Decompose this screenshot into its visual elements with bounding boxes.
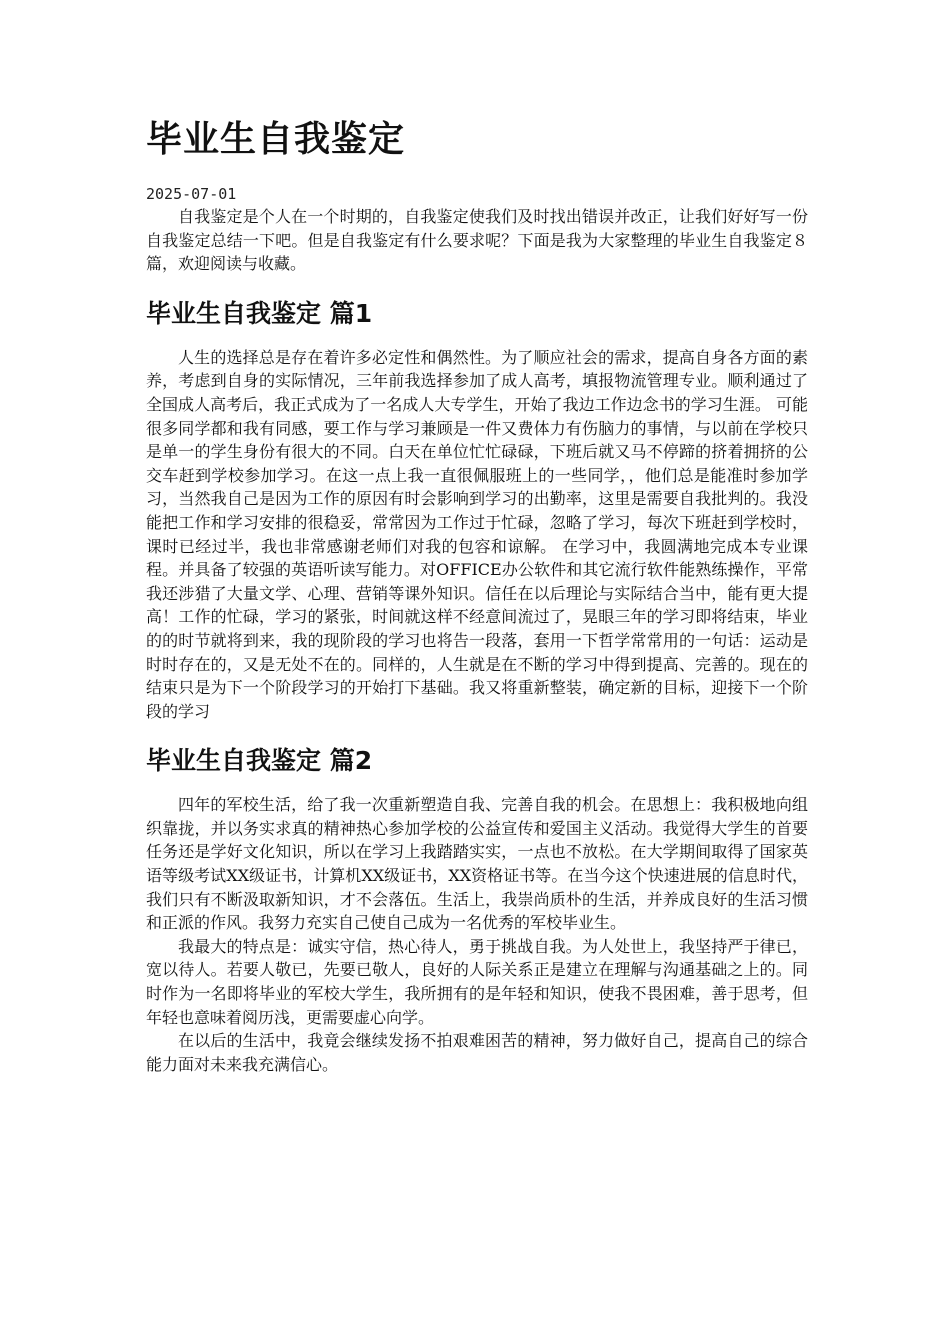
document-page (146, 112, 808, 1076)
section-paragraph: 我最大的特点是：诚实守信，热心待人，勇于挑战自我。为人处世上，我坚持严于律已，宽以待人。若要人敬已，先要已敬人，良好的人际关系正是建立在理解与沟通基础之上的。同时作为一名即将毕业的军校大学生，我所拥有的是年轻和知识，使我不畏困难，善于思考，但年轻也意味着阅历浅，更需要虚心向学。 (146, 936, 808, 1027)
section-heading: 毕业生自我鉴定 篇2 (146, 746, 373, 776)
intro-paragraph: 自我鉴定是个人在一个时期的，自我鉴定使我们及时找出错误并改正，让我们好好写一份自我鉴定总结一下吧。但是自我鉴定有什么要求呢？下面是我为大家整理的毕业生自我鉴定８篇，欢迎阅读与收藏。 (146, 207, 808, 274)
section-2 (146, 743, 808, 1076)
section-paragraph: 四年的军校生活，给了我一次重新塑造自我、完善自我的机会。在思想上：我积极地向组织靠拢，并以务实求真的精神热心参加学校的公益宣传和爱国主义活动。我觉得大学生的首要任务还是学好文化知识，所以在学习上我踏踏实实，一点也不放松。在大学期间取得了国家英语等级考试XX级证书，计算机XX级证书，XX资格证书等。在当今这个快速进展的信息时代，我们只有不断汲取新知识，才不会落伍。生活上，我崇尚质朴的生活，并养成良好的生活习惯和正派的作风。我努力充实自己使自己成为一名优秀的军校毕业生。 (146, 795, 808, 933)
document-title: 毕业生自我鉴定 (146, 119, 406, 160)
section-1 (146, 296, 808, 724)
section-heading: 毕业生自我鉴定 篇1 (146, 298, 373, 328)
document-date: 2025-07-01 (146, 185, 237, 203)
section-paragraph: 在以后的生活中，我竟会继续发扬不拍艰难困苦的精神，努力做好自己，提高自己的综合能力面对未来我充满信心。 (146, 1031, 808, 1074)
section-paragraph: 人生的选择总是存在着许多必定性和偶然性。为了顺应社会的需求，提高自身各方面的素养，考虑到自身的实际情况，三年前我选择参加了成人高考，填报物流管理专业。顺利通过了全国成人高考后，我正式成为了一名成人大专学生，开始了我边工作边念书的学习生涯。 可能很多同学都和我有同感，要工作与学习兼顾是一件又费体力有伤脑力的事情，与以前在学校只是单一的学生身份有很大的不同。白天在单位忙忙碌碌，下班后就又马不停蹄的挤着拥挤的公交车赶到学校参加学习。在这一点上我一直很佩服班上的一些同学，，他们总是能准时参加学习，当然我自己是因为工作的原因有时会影响到学习的出勤率，这里是需要自我批判的。我没能把工作和学习安排的很稳妥，常常因为工作过于忙碌，忽略了学习，每次下班赶到学校时，课时已经过半，我也非常感谢老师们对我的包容和谅解。 在学习中，我圆满地完成本专业课程。并具备了较强的英语听读写能力。对OFFICE办公软件和其它流行软件能熟练操作，平常我还涉猎了大量文学、心理、营销等课外知识。信任在以后理论与实际结合当中，能有更大提高！工作的忙碌，学习的紧张，时间就这样不经意间流过了，晃眼三年的学习即将结束，毕业的的时节就将到来，我的现阶段的学习也将告一段落，套用一下哲学常常用的一句话：运动是时时存在的，又是无处不在的。同样的，人生就是在不断的学习中得到提高、完善的。现在的结束只是为下一个阶段学习的开始打下基础。我又将重新整装，确定新的目标，迎接下一个阶段的学习 (146, 347, 808, 721)
